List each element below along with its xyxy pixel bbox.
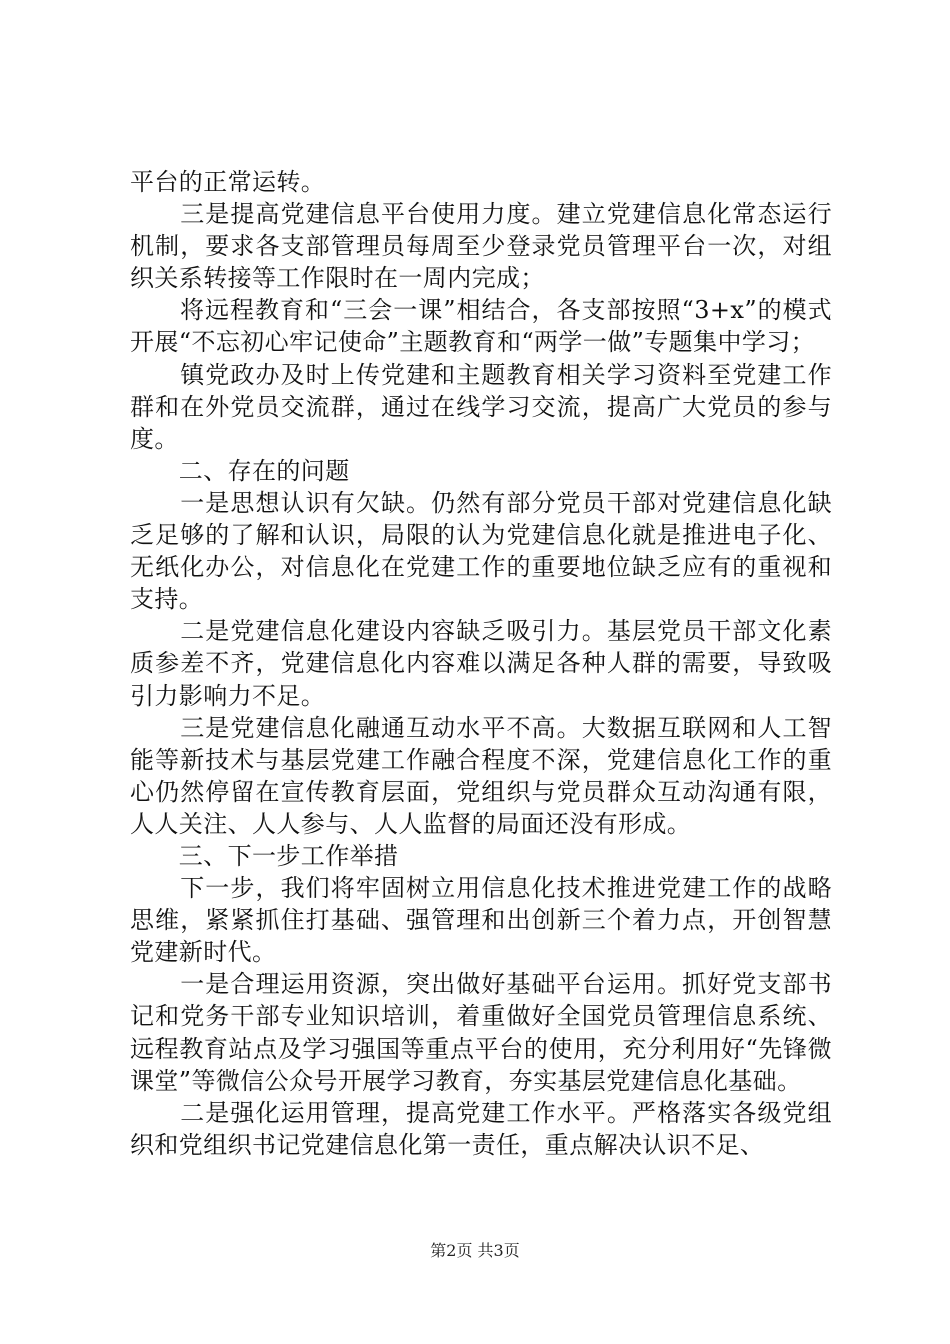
document-body <box>130 166 832 1161</box>
paragraph-10: 二是强化运用管理，提高党建工作水平。严格落实各级党组织和党组织书记党建信息化第一责任，重点解决认识不足、 <box>130 1098 832 1159</box>
section-heading-next-steps: 三、下一步工作举措 <box>130 841 399 870</box>
paragraph-5: 一是思想认识有欠缺。仍然有部分党员干部对党建信息化缺乏足够的了解和认识，局限的认为党建信息化就是推进电子化、无纸化办公，对信息化在党建工作的重要地位缺乏应有的重视和支持。 <box>130 488 832 614</box>
paragraph-8: 下一步，我们将牢固树立用信息化技术推进党建工作的战略思维，紧紧抓住打基础、强管理和出创新三个着力点，开创智慧党建新时代。 <box>130 874 832 967</box>
paragraph-7: 三是党建信息化融通互动水平不高。大数据互联网和人工智能等新技术与基层党建工作融合程度不深，党建信息化工作的重心仍然停留在宣传教育层面，党组织与党员群众互动沟通有限，人人关注、人人参与、人人监督的局面还没有形成。 <box>130 713 832 838</box>
paragraph-3: 将远程教育和“三会一课”相结合，各支部按照“3+x”的模式开展“不忘初心牢记使命”主题教育和“两学一做”专题集中学习； <box>130 296 832 357</box>
page-footer: 第2页 共3页 <box>430 1241 520 1260</box>
paragraph-1: 平台的正常运转。 <box>130 168 326 196</box>
paragraph-6: 二是党建信息化建设内容缺乏吸引力。基层党员干部文化素质参差不齐，党建信息化内容难以满足各种人群的需要，导致吸引力影响力不足。 <box>130 617 832 710</box>
paragraph-9: 一是合理运用资源，突出做好基础平台运用。抓好党支部书记和党务干部专业知识培训，着重做好全国党员管理信息系统、远程教育站点及学习强国等重点平台的使用，充分利用好“先锋微课堂”等微信公众号开展学习教育，夯实基层党建信息化基础。 <box>130 970 832 1095</box>
paragraph-2: 三是提高党建信息平台使用力度。建立党建信息化常态运行机制，要求各支部管理员每周至少登录党员管理平台一次，对组织关系转接等工作限时在一周内完成； <box>130 200 832 293</box>
section-heading-problems: 二、存在的问题 <box>130 456 350 485</box>
paragraph-4: 镇党政办及时上传党建和主题教育相关学习资料至党建工作群和在外党员交流群，通过在线学习交流，提高广大党员的参与度。 <box>130 360 832 453</box>
